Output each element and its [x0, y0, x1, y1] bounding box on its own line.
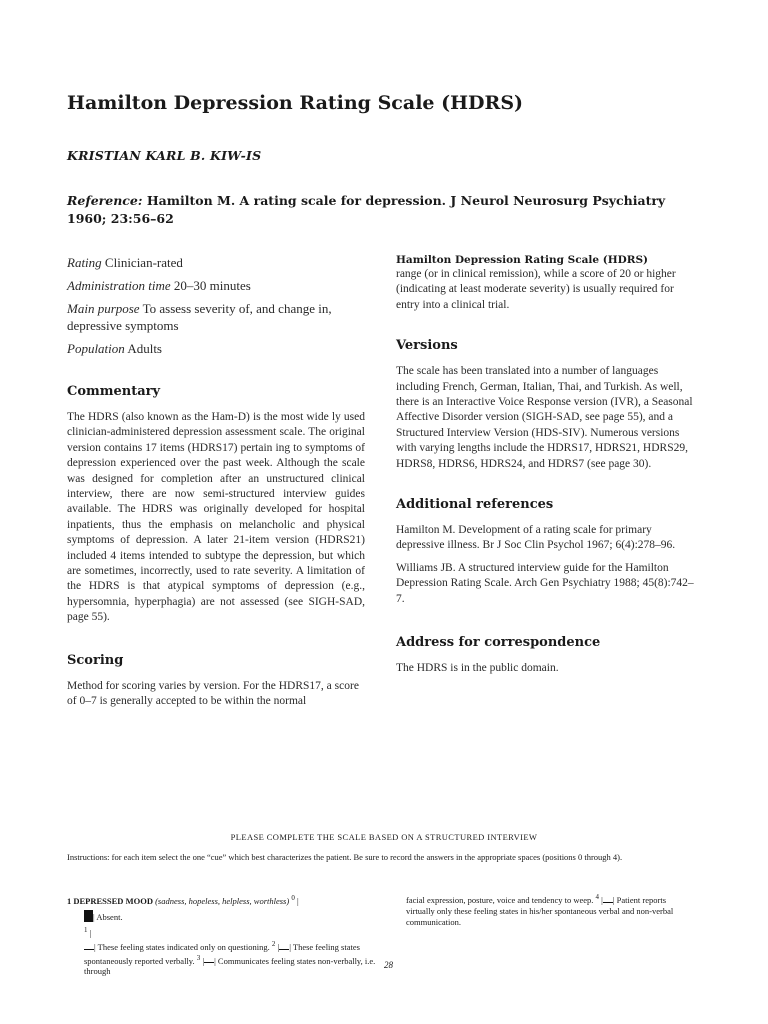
versions-heading: Versions [396, 338, 458, 354]
additional-reference-2: Williams JB. A structured interview guide for the Hamilton Depression Rating Scale. Arch Gen Psychiatry 1988; 45(8):742–7. [396, 561, 694, 605]
reference-text: Hamilton M. A rating scale for depression. J Neurol Neurosurg Psychiatry 1960; 23:56–62 [67, 193, 666, 226]
option-2-line [279, 941, 289, 950]
option-3-4[interactable]: facial expression, posture, voice and tendency to weep. $^4$ | | Patient reports virtually only these feeling states in his/her spontaneous verbal and non-verbal communication. [406, 893, 674, 927]
meta-population: Population Adults [67, 341, 162, 356]
running-head: Hamilton Depression Rating Scale (HDRS) [396, 254, 649, 266]
address-heading: Address for correspondence [396, 635, 601, 651]
reference [67, 192, 677, 228]
meta-rating: Rating Clinician-rated [67, 255, 183, 270]
page-number: 28 [384, 960, 393, 970]
scoring-heading: Scoring [67, 652, 124, 668]
left-column [67, 254, 365, 710]
commentary-heading: Commentary [67, 384, 161, 399]
option-0-marker [84, 910, 93, 922]
additional-references-heading: Additional references [396, 497, 554, 513]
form-instructions: Instructions: for each item select the one “cue” which best characterizes the patient. Be sure to record the answers in the appropriate spaces (positions 0 through 4). [67, 852, 623, 862]
commentary-text: The HDRS (also known as the Ham-D) is the most wide ly used clinician-administered depression assessment scale. The original version contains 17 items (HDRS17) pertain ing to symptoms of depression experienced over the past week. Although the scale was designed for completion after an unstructured clinical interview, there are now semi-structured interview guides available. The HDRS was originally developed for hospital inpatients, thus the emphasis on melancholic and physical symptoms of depression. A later 21-item version (HDRS21) included 4 items intended to subtype the depression, but which are sometimes, incorrectly, used to rate severity. A limitation of the HDRS is that atypical symptoms of depression (e.g., hypersomnia, hyperphagia) are not assessed (see SIGH-SAD, page 55). [67, 411, 365, 624]
item-1-heading: 1 DEPRESSED MOOD (sadness, hopeless, helpless, worthless) $^0$ | [67, 894, 299, 906]
option-1-line [84, 941, 94, 950]
form-note: PLEASE COMPLETE THE SCALE BASED ON A STRUCTURED INTERVIEW [230, 832, 538, 842]
option-4-line [603, 894, 613, 903]
option-3-line [204, 954, 214, 963]
item-1-label: 1 DEPRESSED MOOD [67, 895, 153, 906]
additional-reference-1: Hamilton M. Development of a rating scale for primary depressive illness. Br J Soc Clin Psychol 1967; 6(4):278–96. [396, 524, 676, 552]
address-text: The HDRS is in the public domain. [396, 662, 559, 675]
author: KRISTIAN KARL B. KIW-IS [67, 148, 262, 163]
option-0[interactable]: | Absent. [84, 910, 123, 923]
reference-label: Reference: [67, 193, 143, 208]
scoring-continued-text: range (or in clinical remission), while a score of 20 or higher (indicating at least moderate severity) is usually required for entry into a clinical trial. [396, 268, 676, 311]
item-1-description: (sadness, hopeless, helpless, worthless) [152, 895, 290, 906]
option-1-2[interactable]: $^1$ | | These feeling states indicated only on questioning. $^2$ | | These feeling states spontaneously reported verbally. $^3$ | | Communicates feeling states non-verbally, i.e. through [84, 926, 376, 977]
meta-main-purpose: Main purpose To assess severity of, and change in, depressive symptoms [67, 301, 332, 333]
right-column [396, 254, 696, 677]
versions-text: The scale has been translated into a number of languages including French, German, Italian, Thai, and Turkish. As well, there is an Interactive Voice Response version (IVR), a Seasonal Affective Disorder version (SIGH-SAD, see page 55), and a Structured Interview Version (HDS-SIV). Numerous versions with varying lengths include the HDRS17, HDRS21, HDRS29, HDRS8, HDRS6, HDRS24, and HDRS7 (see page 30). [396, 365, 693, 470]
meta-administration-time: Administration time 20–30 minutes [67, 278, 251, 293]
scoring-text: Method for scoring varies by version. For the HDRS17, a score of 0–7 is generally accepted to be within the normal [67, 679, 359, 708]
page-title: Hamilton Depression Rating Scale (HDRS) [67, 92, 524, 114]
